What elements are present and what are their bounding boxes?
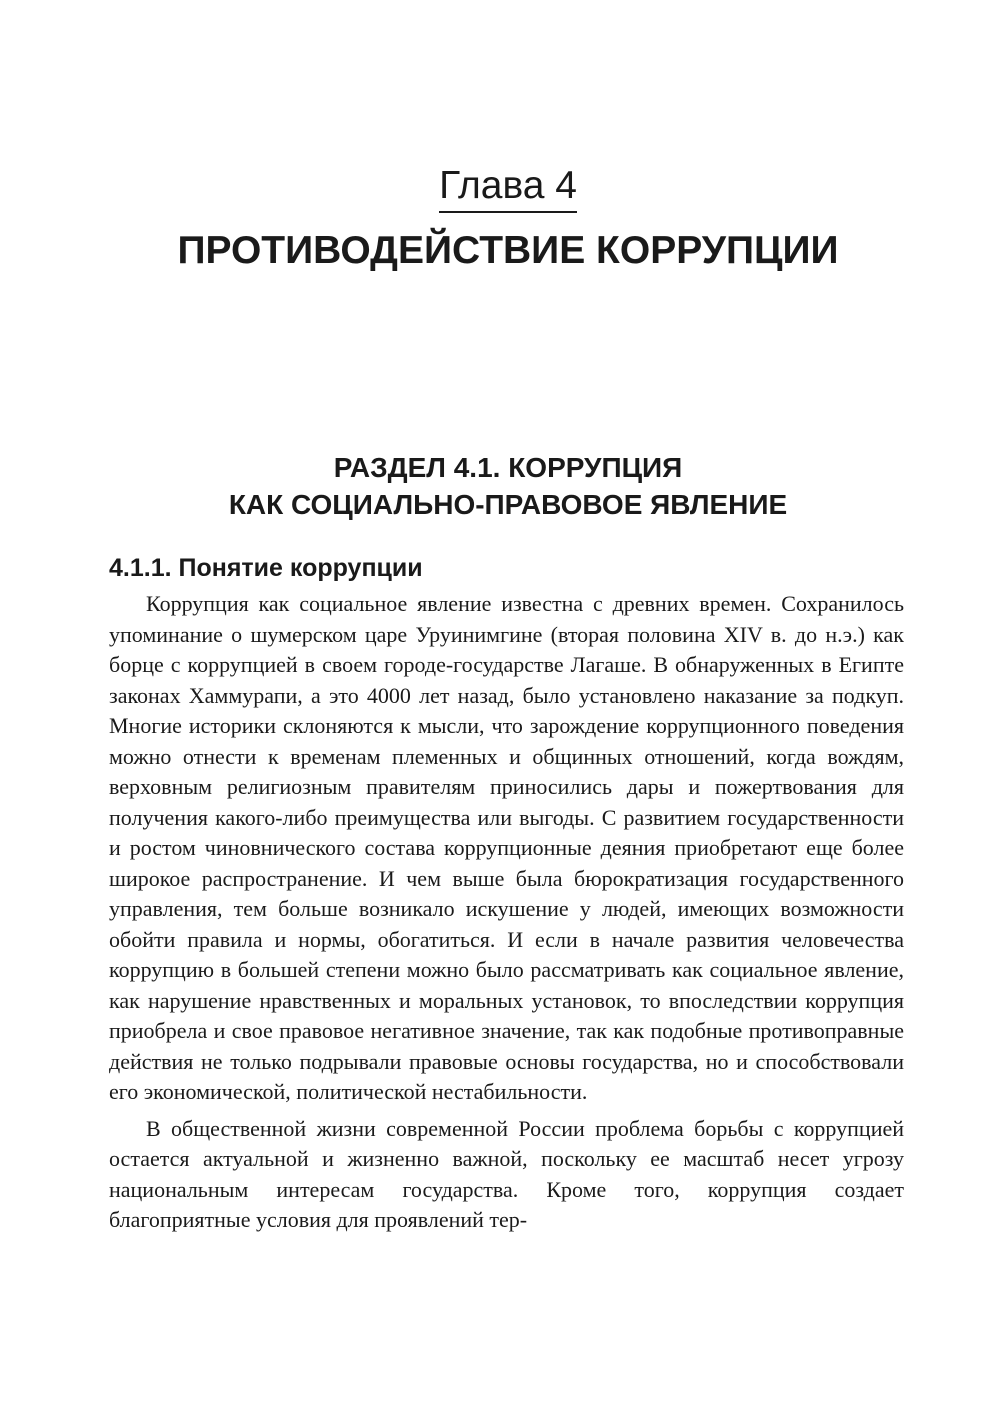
subsection-title: 4.1.1. Понятие коррупции bbox=[109, 554, 423, 582]
section-title-line-2: КАК СОЦИАЛЬНО-ПРАВОВОЕ ЯВЛЕНИЕ bbox=[228, 489, 788, 520]
section-title bbox=[0, 449, 1000, 523]
section-title-line-1: РАЗДЕЛ 4.1. КОРРУПЦИЯ bbox=[333, 452, 683, 483]
chapter-label-text: Глава 4 bbox=[439, 163, 577, 213]
paragraph: Коррупция как социальное явление известна с древних времен. Сохранилось упоминание о шумерском царе Уруинимгине (вторая половина XIV в. до н.э.) как борце с коррупцией в своем городе-государстве Лагаше. В обнаруженных в Египте законах Хаммурапи, а это 4000 лет назад, было установлено наказание за подкуп. Многие историки склоняются к мысли, что зарождение коррупционного поведения можно отнести к временам племенных и общинных отношений, когда вождям, верховным религиозным правителям приносились дары и пожертвования для получения какого-либо преимущества или выгоды. С развитием государственности и ростом чиновнического состава коррупционные деяния приобретают еще более широкое распространение. И чем выше была бюрократизация государственного управления, тем больше возникало искушение у людей, имеющих возможности обойти правила и нормы, обогатиться. И если в начале развития человечества коррупцию в большей степени можно было рассматривать как социальное явление, как нарушение нравственных и моральных установок, то впоследствии коррупция приобрела и свое правовое негативное значение, так как подобные противоправные действия не только подрывали правовые основы государства, но и способствовали его экономической, политической нестабильности. bbox=[109, 591, 904, 1104]
chapter-title: ПРОТИВОДЕЙСТВИЕ КОРРУПЦИИ bbox=[177, 229, 839, 272]
chapter-label bbox=[0, 163, 1000, 213]
paragraph: В общественной жизни современной России проблема борьбы с коррупцией остается актуальной и жизненно важной, поскольку ее масштаб несет угрозу национальным интересам государства. Кроме того, коррупция создает благоприятные условия для проявлений тер- bbox=[109, 1115, 904, 1232]
body-text bbox=[109, 589, 904, 1236]
